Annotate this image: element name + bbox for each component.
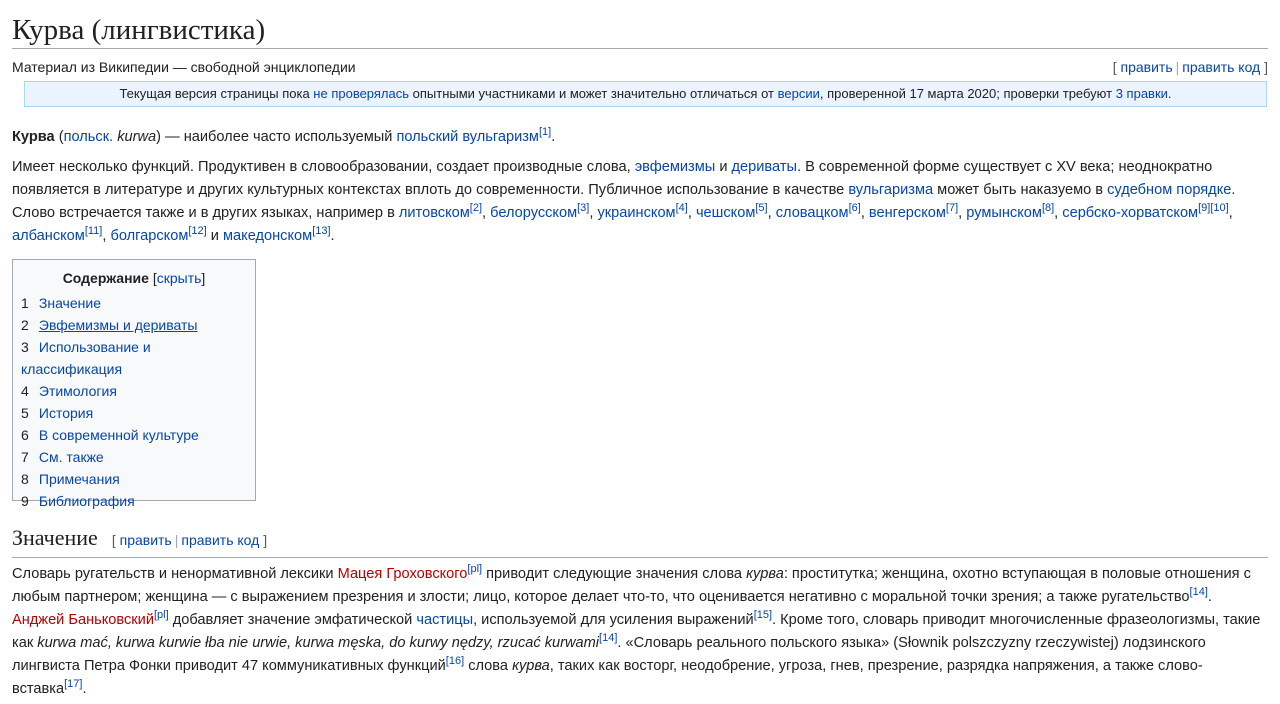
toc-number: 6	[21, 427, 29, 443]
ref-link[interactable]: [8]	[1041, 202, 1055, 215]
ref-link[interactable]: [3]	[577, 202, 590, 215]
toc-item[interactable]	[21, 468, 247, 490]
edit-link[interactable]: править	[1120, 59, 1173, 75]
ref-link[interactable]: [15]	[753, 609, 773, 622]
table-of-contents	[12, 259, 256, 509]
site-subtitle	[12, 59, 1268, 77]
section-heading	[12, 523, 1268, 558]
edit-code-link[interactable]: править код	[1182, 59, 1261, 75]
ref-link[interactable]: [16]	[445, 655, 465, 668]
notice-text: .	[1167, 86, 1172, 101]
polish-link[interactable]: польск.	[63, 129, 114, 145]
toc-link[interactable]: В современной культуре	[38, 427, 199, 443]
language-link[interactable]: македонском	[223, 228, 313, 244]
term-bold: Курва	[12, 129, 55, 145]
toc-link[interactable]: Этимология	[38, 383, 117, 399]
page-title: Курва (лингвистика)	[12, 0, 1268, 49]
ref-link[interactable]: [14]	[599, 632, 618, 645]
language-link[interactable]: литовском	[398, 205, 470, 221]
section-edit-code-link[interactable]: править код	[181, 532, 260, 548]
languages-list: литовском[2], белорусском[3], украинском[4], чешском[5], словацком[6], венгерском[7], румынском[8], сербско-хорватском[9][10], албанском[11], болгарском[12] и македонском[13].	[12, 202, 1233, 244]
toc-item[interactable]	[21, 314, 247, 336]
toc-link[interactable]: Примечания	[38, 471, 120, 487]
toc-hide-link[interactable]: скрыть	[156, 270, 202, 286]
bankowski-link[interactable]: Анджей Баньковский	[12, 612, 154, 628]
toc-number: 7	[21, 449, 29, 465]
notice-text: , проверенной 17 марта 2020; проверки требуют	[819, 86, 1116, 101]
section-edit-links: [ править | править код ]	[111, 532, 268, 548]
ref-link[interactable]: [5]	[755, 202, 768, 215]
meaning-paragraph: Словарь ругательств и ненормативной лексики Мацея Гроховского[pl] приводит следующие значения слова курва: проститутка; женщина, охотно вступающая в половые отношения с любым партнером; женщина — с выражением презрения и злости; лицо, которое делает что-то, что оценивается негативно с моральной точки зрения; а также ругательство[14]. Анджей Баньковский[pl] добавляет значение эмфатической частицы, используемой для усиления выражений[15]. Кроме того, словарь приводит многочисленные фразеологизмы, такие как kurwa mać, kurwa kurwie łba nie urwie, kurwa męska, do kurwy nędzy, rzucać kurwami[14]. «Словарь реального польского языка» (Słownik polszczyzny rzeczywistej) лодзинского лингвиста Петра Фонки приводит 47 коммуникативных функций[16] слова курва, таких как восторг, неодобрение, угроза, гнев, презрение, разрядка напряжения, а также слово-вставка[17].	[12, 563, 1261, 697]
toc-heading: Содержание	[62, 270, 149, 286]
toc-number: 5	[21, 405, 29, 421]
toc-item[interactable]	[21, 336, 247, 380]
particle-link[interactable]: частицы	[416, 612, 474, 628]
toc-link[interactable]: Библиография	[38, 493, 135, 509]
ref-link[interactable]: [9][10]	[1198, 202, 1229, 215]
intro-paragraph: Курва (польск. kurwa) — наиболее часто используемый польский вульгаризм[1].	[12, 126, 556, 145]
toc-item[interactable]	[21, 446, 247, 468]
section-edit-link[interactable]: править	[119, 532, 172, 548]
derivatives-link[interactable]: дериваты	[731, 159, 797, 175]
toc-link[interactable]: Значение	[38, 295, 101, 311]
not-reviewed-link[interactable]: не проверялась	[313, 86, 410, 101]
ref-link[interactable]: [13]	[312, 225, 331, 238]
toc-number: 1	[21, 295, 29, 311]
court-link[interactable]: судебном порядке	[1107, 182, 1232, 198]
ref-link[interactable]: [17]	[64, 678, 83, 691]
toc-number: 4	[21, 383, 29, 399]
language-link[interactable]: румынском	[966, 205, 1042, 221]
language-link[interactable]: белорусском	[490, 205, 578, 221]
toc-number: 3	[21, 339, 29, 355]
ref-link[interactable]: [11]	[84, 225, 103, 238]
review-notice	[24, 81, 1267, 107]
toc-link[interactable]: Эвфемизмы и дериваты	[38, 317, 198, 333]
toc-link[interactable]: См. также	[38, 449, 104, 465]
euphemisms-link[interactable]: эвфемизмы	[634, 159, 716, 175]
language-link[interactable]: сербско-хорватском	[1062, 205, 1199, 221]
language-link[interactable]: чешском	[695, 205, 756, 221]
toc-item[interactable]	[21, 380, 247, 402]
toc-title: Содержание [скрыть]	[62, 270, 206, 286]
toc-number: 8	[21, 471, 29, 487]
ref-link[interactable]: [4]	[675, 202, 688, 215]
page-edit-links: [ править | править код ]	[1112, 59, 1268, 75]
ref-link[interactable]: [2]	[469, 202, 483, 215]
ref-link[interactable]: [6]	[848, 202, 861, 215]
toc-item[interactable]	[21, 490, 247, 512]
language-link[interactable]: украинском	[597, 205, 676, 221]
language-link[interactable]: албанском	[12, 228, 85, 244]
notice-text: Текущая версия страницы пока	[119, 86, 314, 101]
polish-vulgarism-link[interactable]: польский вульгаризм	[396, 129, 539, 145]
toc-item[interactable]	[21, 424, 247, 446]
term-word: kurwa	[117, 129, 157, 145]
functions-paragraph: Имеет несколько функций. Продуктивен в словообразовании, создает производные слова, эвфемизмы и дериваты. В современной форме существует с XV века; неоднократно появляется в литературе и других культурных контекстах вплоть до современности. Публичное использование в качестве вульгаризма может быть наказуемо в судебном порядке. Слово встречается также и в других языках, например в литовском[2], белорусском[3], украинском[4], чешском[5], словацком[6], венгерском[7], румынском[8], сербско-хорватском[9][10], албанском[11], болгарском[12] и македонском[13].	[12, 159, 1236, 244]
ref-link[interactable]: [14]	[1189, 586, 1208, 599]
toc-link[interactable]: История	[38, 405, 94, 421]
notice-text: опытными участниками и может значительно отличаться от	[409, 86, 778, 101]
toc-item[interactable]	[21, 402, 247, 424]
section-title: Значение	[12, 525, 98, 550]
vulgarism-link[interactable]: вульгаризма	[848, 182, 934, 198]
toc-number: 9	[21, 493, 29, 509]
grochowski-link[interactable]: Мацея Гроховского	[337, 566, 468, 582]
interwiki-pl-link[interactable]: [pl]	[467, 563, 483, 576]
language-link[interactable]: словацком	[775, 205, 849, 221]
language-link[interactable]: венгерском	[868, 205, 946, 221]
pending-edits-link[interactable]: 3 правки	[1115, 86, 1168, 101]
toc-list	[21, 292, 247, 512]
site-sub-text: Материал из Википедии — свободной энциклопедии	[12, 59, 356, 75]
toc-number: 2	[21, 317, 29, 333]
toc-link[interactable]: Использование и классификация	[21, 339, 151, 377]
language-link[interactable]: болгарском	[110, 228, 189, 244]
toc-item[interactable]	[21, 292, 247, 314]
ref-link[interactable]: [1]	[538, 126, 552, 139]
ref-link[interactable]: [7]	[945, 202, 959, 215]
ref-link[interactable]: [12]	[188, 225, 207, 238]
version-link[interactable]: версии	[777, 86, 820, 101]
interwiki-pl-link[interactable]: [pl]	[154, 609, 169, 622]
